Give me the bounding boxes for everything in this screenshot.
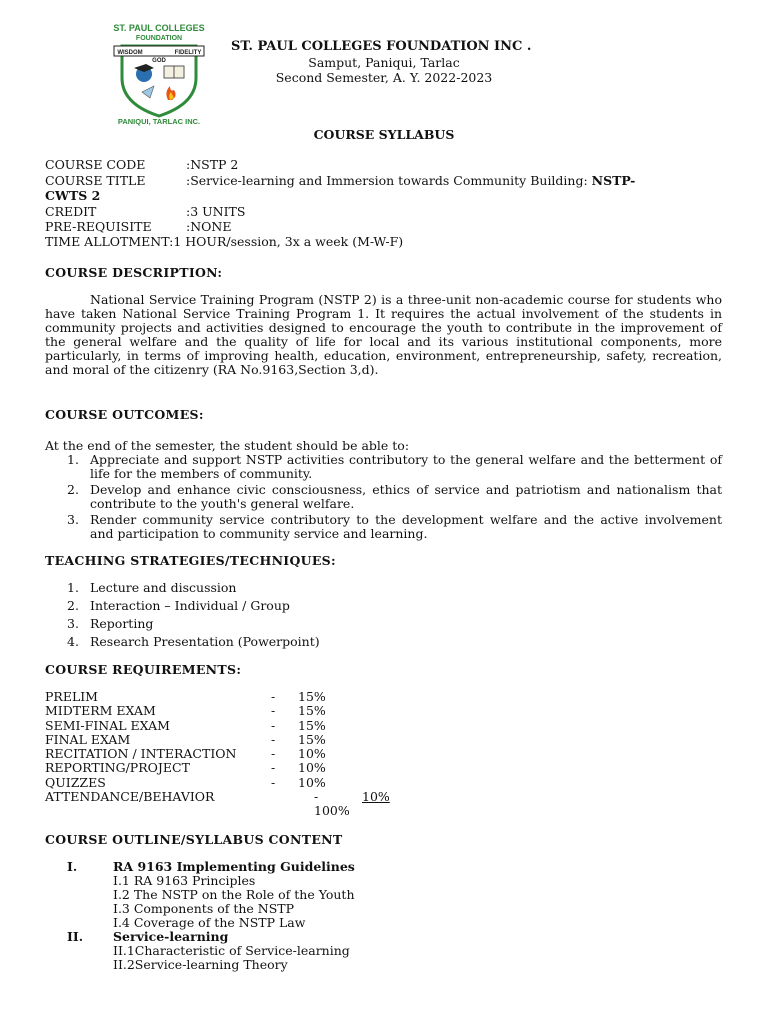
requirement-name: FINAL EXAM (45, 731, 131, 747)
requirement-name: QUIZZES (45, 774, 106, 790)
prerequisite-row (45, 219, 231, 234)
outline-section-number: II. (67, 929, 84, 944)
credit-value: :3 UNITS (186, 204, 246, 219)
strategy-text: Reporting (90, 616, 154, 631)
outcome-number: 3. (67, 512, 79, 527)
outline-subtopic-text: I.2 The NSTP on the Role of the Youth (113, 887, 355, 902)
course-title-continuation: CWTS 2 (45, 188, 101, 203)
outcome-item (45, 453, 722, 481)
requirement-dash: - (271, 717, 276, 733)
requirement-percent: 15% (298, 689, 326, 704)
outline-subtopic-text: I.3 Components of the NSTP (113, 901, 295, 916)
requirement-percent: 10% (298, 746, 326, 762)
strategy-number: 3. (67, 616, 79, 631)
logo-name-top: ST. PAUL COLLEGES (113, 23, 205, 33)
requirement-total: 100% (314, 803, 350, 819)
logo-ribbon-left: WISDOM (117, 50, 143, 56)
requirement-name: RECITATION / INTERACTION (45, 746, 237, 762)
requirement-name: MIDTERM EXAM (45, 703, 156, 719)
credit-label: CREDIT (45, 204, 97, 219)
outcome-text: Appreciate and support NSTP activities contributory to the general welfare and the betterment of life for the members of community. (90, 452, 722, 481)
prerequisite-value: :NONE (186, 219, 232, 234)
description-paragraph: National Service Training Program (NSTP 2) is a three-unit non-academic course for students who have taken National Service Training Program 1. It requires the actual involvement of the students in community projects and activities designed to encourage the youth to contribute in the improvement of the general welfare and the quality of life for local and its various institutional components, more particularly, in terms of improving health, education, environment, entrepreneurship, safety, recreation, and moral of the citizenry (RA No.9163,Section 3,d). (45, 292, 722, 377)
requirement-dash: - (271, 760, 276, 776)
requirement-dash: - (271, 746, 276, 762)
outcome-number: 1. (67, 452, 79, 467)
requirement-percent: 15% (298, 703, 326, 719)
strategy-text: Research Presentation (Powerpoint) (90, 634, 320, 649)
description-text (45, 293, 722, 377)
requirements-heading: COURSE REQUIREMENTS: (45, 662, 242, 677)
strategy-item (45, 615, 722, 633)
time-allotment-row (45, 234, 403, 249)
requirement-name: PRELIM (45, 689, 98, 704)
course-code-row (45, 157, 238, 172)
strategy-number: 2. (67, 598, 79, 613)
strategy-item (45, 579, 722, 597)
requirement-dash: - (271, 774, 276, 790)
outcomes-list (45, 453, 722, 543)
logo-location: PANIQUI, TARLAC INC. (117, 117, 201, 126)
outline-subtopic-text: I.4 Coverage of the NSTP Law (113, 915, 306, 930)
requirement-dash: - (271, 731, 276, 747)
outcome-text: Render community service contributory to the development welfare and the active involvement and participation to community service and learning. (90, 512, 722, 541)
prerequisite-label: PRE-REQUISITE (45, 219, 152, 234)
document-title: COURSE SYLLABUS (313, 127, 455, 142)
outcomes-intro: At the end of the semester, the student should be able to: (45, 438, 410, 453)
strategies-heading: TEACHING STRATEGIES/TECHNIQUES: (45, 553, 336, 568)
institution-name: ST. PAUL COLLEGES FOUNDATION INC . (231, 39, 532, 54)
strategy-item (45, 597, 722, 615)
outline-section-number: I. (67, 859, 78, 874)
requirement-percent: 15% (298, 731, 326, 747)
outcomes-heading: COURSE OUTCOMES: (45, 407, 204, 422)
description-heading: COURSE DESCRIPTION: (45, 265, 223, 280)
credit-row (45, 204, 245, 219)
outline-section-title: RA 9163 Implementing Guidelines (113, 859, 355, 874)
requirement-name: SEMI-FINAL EXAM (45, 717, 170, 733)
course-title-row (45, 173, 635, 188)
outcome-text: Develop and enhance civic consciousness, ethics of service and patriotism and nationalism that contribute to the youth's general welfare. (90, 482, 722, 511)
requirement-dash: - (314, 789, 319, 805)
outline-subtopic-text: II.1Characteristic of Service-learning (113, 943, 350, 958)
logo-ribbon-center: GOD (152, 58, 166, 64)
semester-line: Second Semester, A. Y. 2022-2023 (275, 70, 493, 85)
outline-section-title: Service-learning (113, 929, 229, 944)
outcome-number: 2. (67, 482, 79, 497)
course-title-bold: NSTP- (591, 173, 636, 188)
course-code-value: :NSTP 2 (186, 157, 239, 172)
outline-subtopic-text: I.1 RA 9163 Principles (113, 873, 256, 888)
time-allotment-value: 1 HOUR/session, 3x a week (M-W-F) (173, 234, 404, 249)
course-title-label: COURSE TITLE (45, 173, 146, 188)
requirement-percent: 10% (362, 789, 390, 805)
requirement-percent: 15% (298, 717, 326, 733)
time-allotment-label: TIME ALLOTMENT: (45, 234, 174, 249)
requirement-percent: 10% (298, 760, 326, 776)
institution-address: Samput, Paniqui, Tarlac (308, 55, 460, 70)
strategy-number: 1. (67, 580, 79, 595)
requirement-dash: - (271, 703, 276, 719)
outcome-item (45, 513, 722, 541)
logo-name-bottom: FOUNDATION (135, 35, 183, 42)
strategy-number: 4. (67, 634, 79, 649)
logo-ribbon-right: FIDELITY (174, 50, 202, 56)
strategies-list (45, 579, 722, 651)
strategy-item (45, 633, 722, 651)
course-code-label: COURSE CODE (45, 157, 146, 172)
requirement-name: ATTENDANCE/BEHAVIOR (45, 789, 215, 805)
outline-heading: COURSE OUTLINE/SYLLABUS CONTENT (45, 832, 343, 847)
outline-subtopic-text: II.2Service-learning Theory (113, 957, 288, 972)
course-title-value: :Service-learning and Immersion towards Community Building: (186, 173, 592, 188)
requirement-name: REPORTING/PROJECT (45, 760, 190, 776)
requirement-percent: 10% (298, 774, 326, 790)
strategy-text: Lecture and discussion (90, 580, 237, 595)
outcome-item (45, 483, 722, 511)
strategy-text: Interaction – Individual / Group (90, 598, 290, 613)
requirement-dash: - (271, 689, 276, 704)
